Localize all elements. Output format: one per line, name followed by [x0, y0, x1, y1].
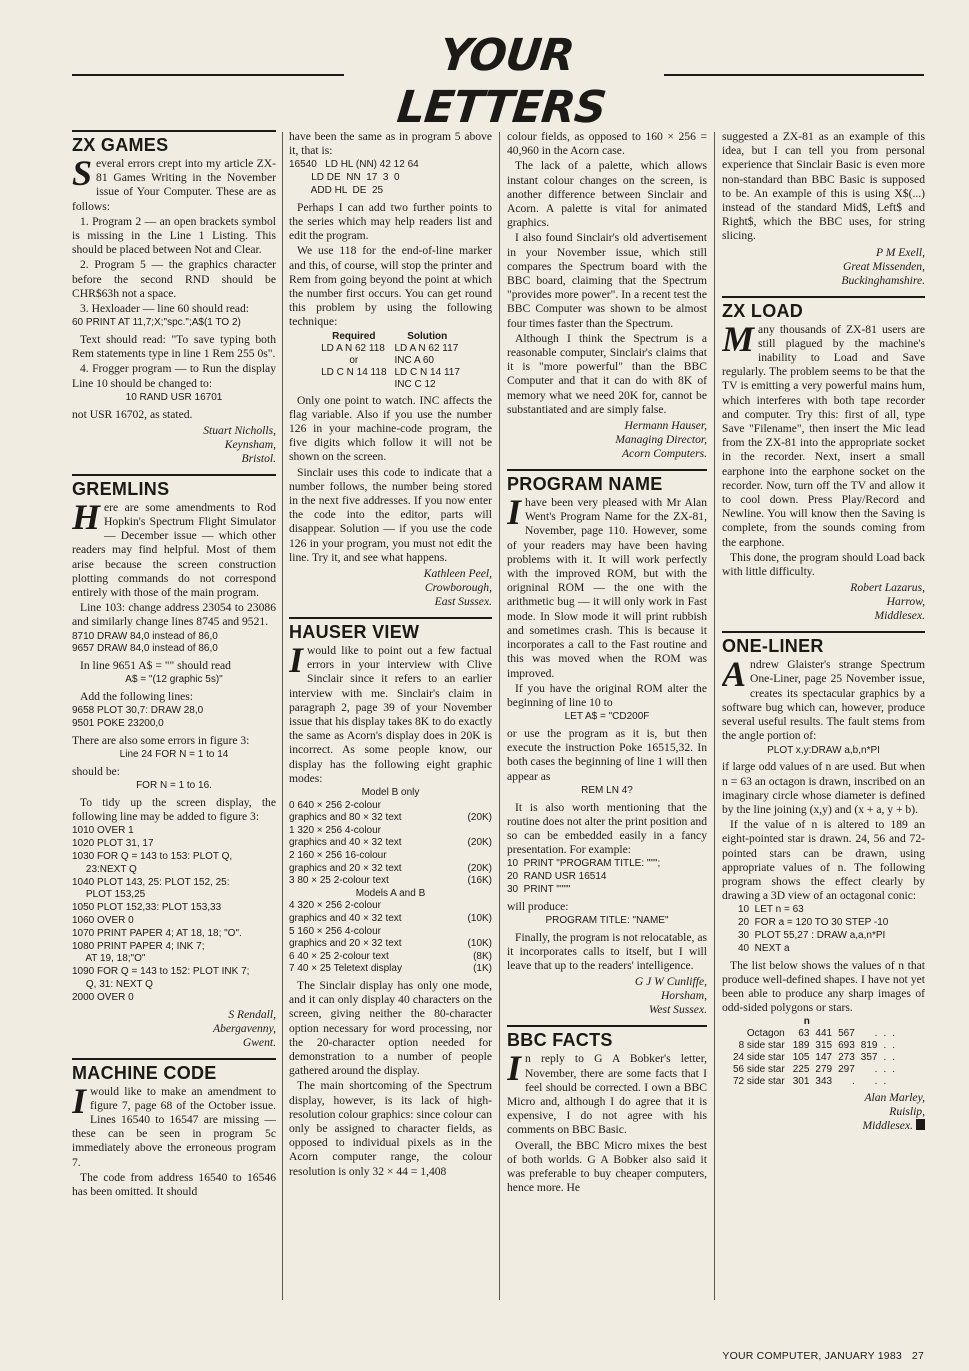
letter-paragraph: colour fields, as opposed to 160 × 256 = 40,960 in the Acorn case. [507, 130, 707, 158]
letter-paragraph: 1. Program 2 — an open brackets symbol is missing in the Line 1 Listing. This should be placed between Not and Clear. [72, 214, 276, 257]
letter-paragraph: It is also worth mentioning that the routine does not alter the print position and so can be embedded easily in a fancy presentation. For example: [507, 800, 707, 857]
letter-machine-code-continued [289, 130, 492, 609]
letter-paragraph: If the value of n is altered to 189 an eight-pointed star is drawn. 24, 56 and 72-pointed stars can be drawn, using appropriate values of n. The following program shows the effect clearly by drawing a 3D view of an octagonal conic: [722, 818, 925, 903]
letter-paragraph: This done, the program should Load back with little difficulty. [722, 550, 925, 579]
code-block: 10 LET n = 63 20 FOR a = 120 TO 30 STEP -10 30 PLOT 55,27 : DRAW a,a,n*PI 40 NEXT a [738, 904, 889, 954]
code-line: FOR N = 1 to 16. [136, 780, 212, 792]
letter-paragraph: Iwould like to make an amendment to figure 7, page 68 of the October issue. Lines 16540 to 16547 are missing — these can be seen in program 5c immediately above the erroneous program 7. [72, 1080, 276, 1169]
page-footer [640, 1350, 924, 1362]
letter-paragraph: Sinclair uses this code to indicate that a number follows, the number being stored in the next five addresses. If you now enter the code into the editor, parts will disappear. Solution — if you use the code 126 in your program, you must not edit the line. Try it, and see what happens. [289, 465, 492, 564]
letter-paragraph: Andrew Glaister's strange Spectrum One-Liner, page 25 November issue, creates its spectacular graphics by a software bug which can, however, produce several useful results. The fault stems from the angle portion of: [722, 654, 925, 743]
letter-paragraph: The code from address 16540 to 16546 has been omitted. It should [72, 1170, 276, 1199]
letter-paragraph: There are also some errors in figure 3: [72, 734, 250, 748]
masthead [72, 30, 924, 133]
letter-heading: BBC FACTS [507, 1030, 613, 1051]
letter-machine-code [72, 1058, 276, 1200]
code-block: 1010 OVER 1 1020 PLOT 31, 17 1030 FOR Q = 143 to 153: PLOT Q, 23:NEXT Q 1040 PLOT 143, 25: PLOT 152, 25: PLOT 153,25 1050 PLOT 152,33: PLOT 153,33 1060 OVER 0 1070 PRINT PAPER 4; AT 18, 18; "O". 1080 PRINT PAPER 4; INK 7; AT 19, 18;"O" 1090 FOR Q = 143 to 152: PLOT INK 7; Q, 31: NEXT Q 2000 OVER 0 [72, 825, 250, 1003]
end-of-article-mark [916, 1119, 925, 1130]
letter-paragraph: will produce: [507, 899, 569, 913]
letter-paragraph: suggested a ZX-81 as an example of this idea, but I can tell you from personal experience that Sinclair Basic is even more non-standard than BBC Basic is supposed to be. An example of this is using X$(...) instead of the standard Mid$, Left$ and Right$, which the BBC uses, for string slicing. [722, 130, 925, 243]
code-line: PROGRAM TITLE: "NAME" [545, 914, 669, 926]
letter-paragraph: Finally, the program is not relocatable, as it incorporates calls to itself, but I will leave that up to the readers' intelligence. [507, 930, 707, 973]
shape-values-table: n Octagon 63 441 567 . . . 8 side star 189 315 693 819 . . 24 side star 105 147 273 357 . . 56 side star 225 279 297 . . . 72 side star 301 343 . . . [733, 1016, 896, 1088]
letter-paragraph: To tidy up the screen display, the following line may be added to figure 3: [72, 796, 276, 824]
letter-paragraph: have been the same as in program 5 above it, that is: [289, 130, 492, 158]
code-block: 8710 DRAW 84,0 instead of 86,0 9657 DRAW 84,0 instead of 86,0 [72, 630, 218, 655]
graphic-modes-list: Model B only 0 640 × 256 2-colour graphics and 80 × 32 text (20K) 1 320 × 256 4-colour graphics and 40 × 32 text (20K) 2 160 × 256 16-colour graphics and 20 × 32 text (20K) 3 80 × 25 2-colour text (16K) Models A and B 4 320 × 256 2-colour graphics and 40 × 32 text (10K) 5 160 × 256 4-colour graphics and 20 × 32 text (10K) 6 40 × 25 2-colour text (8K) 7 40 × 25 Teletext display (1K) [289, 787, 492, 975]
letter-heading: ZX GAMES [72, 135, 169, 155]
drop-cap: I [507, 1048, 522, 1089]
letter-paragraph: In reply to G A Bobker's letter, November, there are some facts that I feel should be corrected. I own a BBC Micro and, although I do agree that it is expensive, I do not agree with his comments on BBC Basic. [507, 1048, 707, 1137]
letter-paragraph: Perhaps I can add two further points to the series which may help readers list and edit the program. [289, 200, 492, 243]
letter-paragraph: In line 9651 A$ = "" should read [80, 659, 231, 673]
letter-paragraph: not USR 16702, as stated. [72, 407, 193, 421]
letter-signature: Hermann Hauser, Managing Director, Acorn Computers. [615, 419, 707, 461]
code-line: PLOT x,y:DRAW a,b,n*PI [767, 744, 880, 756]
letter-heading: HAUSER VIEW [289, 622, 420, 643]
letter-signature: Stuart Nicholls, Keynsham, Bristol. [203, 423, 276, 465]
letter-signature: P M Exell, Great Missenden, Buckinghamshire. [841, 245, 925, 287]
letter-paragraph: 4. Frogger program — to Run the display Line 10 should be changed to: [72, 362, 276, 390]
letter-paragraph: Text should read: "To save typing both Rem statements type in line 1 Rem 255 0s". [72, 333, 276, 361]
letter-gremlins [72, 474, 276, 1050]
page-number: 27 [911, 1350, 924, 1362]
letter-heading: ZX LOAD [722, 300, 804, 321]
letter-paragraph: The lack of a palette, which allows instant colour changes on the screen, is another difference between Sinclair and Acorn. A palette is vital for animated graphics. [507, 159, 707, 230]
code-line: 10 RAND USR 16701 [125, 391, 223, 403]
letter-signature: G J W Cunliffe, Horsham, West Sussex. [634, 975, 707, 1017]
letter-paragraph: Iwould like to point out a few factual errors in your interview with Clive Sinclair since it refers to an earlier interview with me. Sinclair's claim in paragraph 2, page 39 of your November issue that his display takes 8K to do exactly the same as Acorn's display does in 20K is incorrect. As some people know, our display has the following eight graphic modes: [289, 640, 492, 785]
letter-paragraph: Ihave been very pleased with Mr Alan Went's Program Name for the ZX-81, November, page 110. However, some of your readers may have been having problems with it. It will work perfectly with the improved ROM, but with the origninal ROM — the one with the arithmetic bug — it will only work in Fast mode. In Slow mode it will print rubbish and sometimes crash. This is because it incorporates a call to the Fast routine and this was moved when the ROM was improved. [507, 492, 707, 680]
letter-paragraph: Here are some amendments to Rod Hopkin's Spectrum Flight Simulator — December issue — which other readers may find helpful. Most of them arise because the screen construction plotting commands do not correspond entirely with those of the main program. [72, 496, 276, 600]
drop-cap: M [722, 318, 755, 359]
letter-zx-load [722, 296, 925, 624]
drop-cap: H [72, 496, 101, 537]
letter-paragraph: if large odd values of n are used. But when n = 63 an octagon is drawn, inscribed on an imaginary circle whose diameter is defined by the line joining (x,y) and (x + a, y + b). [722, 760, 925, 816]
code-block: 10 PRINT "PROGRAM TITLE: """; 20 RAND USR 16514 30 PRINT """" [507, 858, 661, 895]
letter-paragraph: Line 103: change address 23054 to 23086 and similarly change lines 8745 and 9521. [72, 601, 276, 629]
masthead-rule-left [72, 74, 344, 76]
letter-paragraph: Many thousands of ZX-81 users are still plagued by the machine's inability to Load and Save regularly. The problem seems to be that the TV is emitting a very powerful mains hum, which interferes with both tape recorder and computer. Try this: first of all, type Save "Filename", then insert the Mic lead from the ZX-81 into the appropriate socket in the recorder. Next, insert a small earphone into the earphone socket on the recorder. Now, turn off the TV and allow it to cool down. Press Play/Record and Newline. You will know then the Saving is complete, from the sounds coming from the earphone. [722, 318, 925, 549]
letter-paragraph: or use the program as it is, but then execute the instruction Poke 16515,32. In both cases the beginning of line 1 will then appear as [507, 726, 707, 783]
letter-paragraph: I also found Sinclair's old advertisement in your November issue, which still compares the Spectrum board with the BBC board, claiming that the Spectrum "provides more power". In a recent test the BBC Computer was shown to be almost four times faster than the Spectrum. [507, 231, 707, 330]
code-block: 9658 PLOT 30,7: DRAW 28,0 9501 POKE 23200,0 [72, 705, 204, 730]
column-2 [289, 130, 492, 1310]
column-divider [714, 132, 715, 1300]
letter-hauser-view-continued [507, 130, 707, 461]
column-divider [499, 132, 500, 1300]
code-line: LET A$ = "CD200F [564, 711, 650, 723]
letter-paragraph: should be: [72, 765, 120, 779]
letter-zx-games [72, 130, 276, 466]
footer-publication: YOUR COMPUTER, JANUARY 1983 [722, 1350, 902, 1362]
letter-paragraph: Although I think the Spectrum is a reasonable computer, Sinclair's claims that it is "more powerful" than the BBC Computer and that it can do with 8K of memory what we need 20K for, cannot be substantiated and are simply false. [507, 331, 707, 416]
code-line: REM LN 4? [581, 784, 633, 796]
letter-paragraph: Only one point to watch. INC affects the flag variable. Also if you use the number 126 in your machine-code program, the five digits which follow it will not be shown on the screen. [289, 393, 492, 464]
letter-paragraph: The list below shows the values of n that produce well-defined shapes. I have not yet been able to produce any sharp images of odd-sided polygons or stars. [722, 958, 925, 1015]
letter-one-liner [722, 631, 925, 1133]
letter-signature: Kathleen Peel, Crowborough, East Sussex. [423, 567, 492, 609]
column-1 [72, 130, 276, 1310]
letter-signature: Robert Lazarus, Harrow, Middlesex. [850, 581, 925, 623]
letter-signature: Alan Marley, Ruislip, Middlesex. [862, 1091, 925, 1133]
letter-paragraph: Add the following lines: [80, 690, 194, 704]
column-3 [507, 130, 707, 1310]
letter-paragraph: The Sinclair display has only one mode, and it can only display 40 characters on the screen, giving neither the 80-character option necessary for word processing, nor the 20-character option needed for demonstration to a number of people gathered around the display. [289, 979, 492, 1078]
drop-cap: I [72, 1080, 87, 1121]
letter-bbc-facts-continued [722, 130, 925, 288]
column-4 [722, 130, 925, 1310]
drop-cap: S [72, 153, 93, 193]
letter-heading: ONE-LINER [722, 636, 824, 657]
code-block: 16540 LD HL (NN) 42 12 64 LD DE NN 17 3 0 ADD HL DE 25 [289, 159, 419, 196]
code-line: Line 24 FOR N = 1 to 14 [119, 749, 229, 761]
letter-hauser-view [289, 617, 492, 1179]
column-divider [282, 132, 283, 1300]
letter-paragraph: We use 118 for the end-of-line marker and this, of course, will stop the printer and Rem from going beyond the point at which the number first occurs. You can get round this problem by using the following technique: [289, 244, 492, 329]
letter-paragraph: If you have the original ROM alter the beginning of line 10 to [507, 681, 707, 709]
letter-heading: MACHINE CODE [72, 1062, 217, 1083]
letter-program-name [507, 469, 707, 1017]
letter-paragraph: The main shortcoming of the Spectrum display, however, is its lack of high-resolution colour graphics: since colour can only be assigned to character fields, as opposed to individual pixels as in the Acorn computer range, the colour resolution is only 32 × 44 = 1,408 [289, 1079, 492, 1178]
drop-cap: I [289, 640, 304, 681]
letter-paragraph: Several errors crept into my article ZX-81 Games Writing in the November issue of Your Computer. These are as follows: [72, 153, 276, 213]
masthead-rule-right [664, 74, 924, 76]
letter-heading: PROGRAM NAME [507, 474, 663, 495]
code-line: 60 PRINT AT 11,7;X;"spc.";A$(1 TO 2) [72, 317, 241, 329]
letter-bbc-facts [507, 1025, 707, 1195]
page-title: YOUR LETTERS [394, 30, 608, 133]
technique-table: Required Solution LD A N 62 118 LD A N 62 117 or INC A 60 LD C N 14 118 LD C N 14 117 INC C 12 [321, 330, 460, 390]
drop-cap: A [722, 654, 747, 695]
code-line: A$ = "(12 graphic 5s)" [125, 674, 223, 686]
letter-paragraph: Overall, the BBC Micro mixes the best of both worlds. G A Bobker also said it was preferable to buy cheaper computers, hence more. He [507, 1138, 707, 1195]
letter-heading: GREMLINS [72, 478, 170, 499]
letter-paragraph: 3. Hexloader — line 60 should read: [80, 302, 250, 316]
letter-paragraph: 2. Program 5 — the graphics character before the second RND should be CHR$63h not a space. [72, 258, 276, 300]
drop-cap: I [507, 492, 522, 533]
letter-signature: S Rendall, Abergavenny, Gwent. [213, 1007, 276, 1049]
